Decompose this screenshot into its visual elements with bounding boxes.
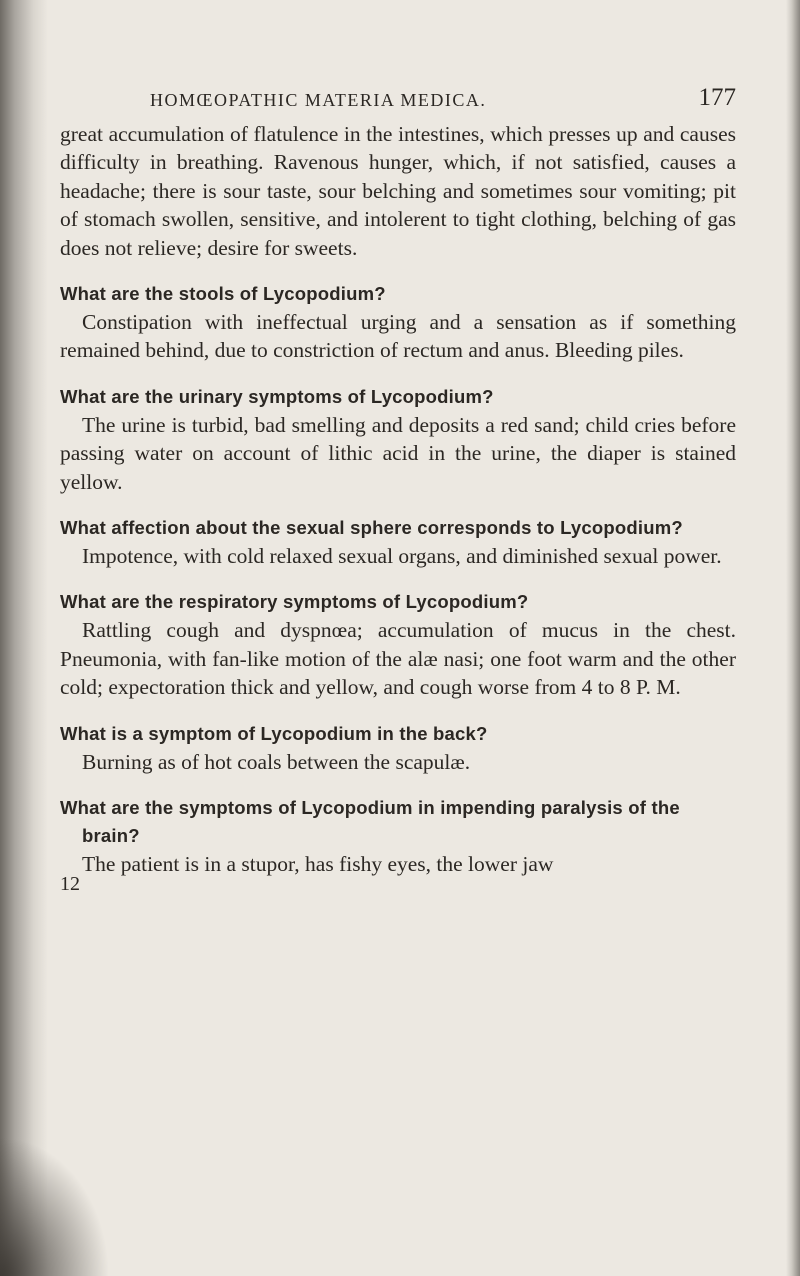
question-paralysis: What are the symptoms of Lycopodium in impending paralysis of the brain? xyxy=(60,797,680,847)
scan-edge-left xyxy=(0,0,48,1276)
question-sexual: What affection about the sexual sphere corresponds to Lycopodium? xyxy=(60,517,683,539)
running-head xyxy=(150,86,736,120)
question-stools: What are the stools of Lycopodium? xyxy=(60,283,386,305)
answer-urinary: The urine is turbid, bad smelling and deposits a red sand; child cries before passing water on account of lithic acid in the urine, the diaper is stained yellow. xyxy=(60,412,736,494)
book-page xyxy=(60,86,736,896)
intro-paragraph: great accumulation of flatulence in the intestines, which presses up and causes difficulty in breathing. Ravenous hunger, which, if not satisfied, causes a headache; there is sour taste, sour belching and sometimes sour vomiting; pit of stomach swollen, sensitive, and intolerent to tight clothing, belching of gas does not relieve; desire for sweets. xyxy=(60,122,736,260)
scan-edge-right xyxy=(786,0,800,1276)
running-title: HOMŒOPATHIC MATERIA MEDICA. xyxy=(150,90,487,110)
question-urinary: What are the urinary symptoms of Lycopodium? xyxy=(60,385,494,407)
answer-paralysis: The patient is in a stupor, has fishy eyes, the lower jaw xyxy=(82,852,554,877)
signature-mark: 12 xyxy=(60,872,80,895)
answer-back: Burning as of hot coals between the scapulæ. xyxy=(82,749,471,774)
answer-respiratory: Rattling cough and dyspnœa; accumulation of mucus in the chest. Pneumonia, with fan-like motion of the alæ nasi; one foot warm and the other cold; expectoration thick and yellow, and cough worse from 4 to 8 P. M. xyxy=(60,618,736,700)
question-respiratory: What are the respiratory symptoms of Lycopodium? xyxy=(60,591,529,613)
answer-sexual: Impotence, with cold relaxed sexual organs, and diminished sexual power. xyxy=(82,544,722,569)
scan-shadow-corner xyxy=(0,1136,110,1276)
page-number: 177 xyxy=(698,84,736,111)
question-back: What is a symptom of Lycopodium in the back? xyxy=(60,722,488,744)
answer-stools: Constipation with ineffectual urging and a sensation as if something remained behind, due to constriction of rectum and anus. Bleeding piles. xyxy=(60,310,736,363)
